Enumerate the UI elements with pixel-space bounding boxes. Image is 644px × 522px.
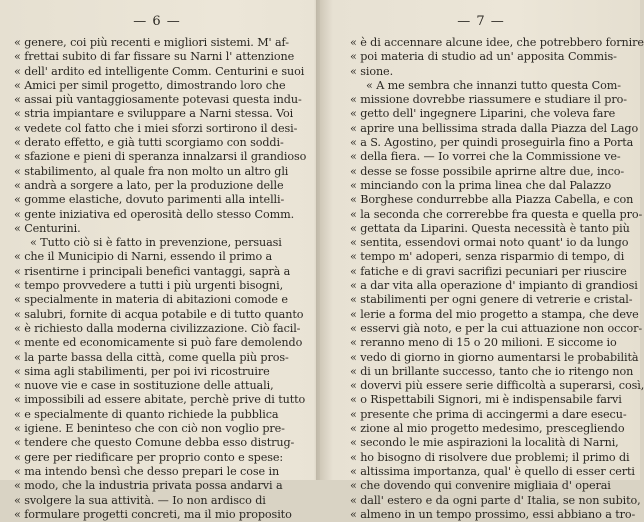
right-page — [322, 0, 644, 521]
text-line: « stabilimento, al quale fra non molto un altro gli — [14, 164, 289, 178]
text-line: « fatiche e di gravi sacrifizi pecuniari per riuscire — [350, 264, 627, 278]
text-line: « gente iniziativa ed operosità dello stesso Comm. — [14, 207, 295, 221]
text-line: « che dovendo qui convenire migliaia d' operai — [350, 479, 611, 493]
left-page-text — [14, 36, 310, 522]
text-line: « poi materia di studio ad un' apposita Commis- — [350, 50, 617, 64]
text-line: « minciando con la prima linea che dal Palazzo — [350, 178, 612, 192]
text-line: « sfazione e pieni di speranza innalzarsi il grandioso — [14, 150, 307, 164]
text-line: « esservi già noto, e per la cui attuazione non occor- — [350, 321, 643, 335]
text-line: « modo, che la industria privata possa andarvi a — [14, 479, 283, 493]
text-line: « Centurini. — [14, 221, 81, 235]
text-line: « è richiesto dalla moderna civilizzazione. Ciò facil- — [14, 321, 301, 335]
text-line: « e specialmente di quanto richiede la pubblica — [14, 407, 279, 421]
text-line: « secondo le mie aspirazioni la località di Narni, — [350, 436, 619, 450]
text-line: « stabilimenti per ogni genere di vetrerie e cristal- — [350, 293, 633, 307]
text-line: « sentita, essendovi ormai noto quant' io da lungo — [350, 236, 629, 250]
text-line: « aprire una bellissima strada dalla Piazza del Lago — [350, 121, 639, 135]
text-line: « Tutto ciò si è fatto in prevenzione, persuasi — [30, 236, 282, 250]
text-line: « getto dell' ingegnere Liparini, che voleva fare — [350, 107, 616, 121]
text-line: « altissima importanza, qual' è quello di esser certi — [350, 464, 635, 478]
text-line: « genere, coi più recenti e migliori sistemi. M' af- — [14, 36, 289, 49]
text-line: « sima agli stabilimenti, per poi ivi ricostruire — [14, 364, 270, 378]
left-page-number: — 6 — — [133, 14, 181, 29]
text-line: « gere per riedificare per proprio conto e spese: — [14, 450, 284, 464]
text-line: « formulare progetti concreti, ma il mio proposito — [14, 507, 292, 521]
text-line: « dall' estero e da ogni parte d' Italia, se non subito, — [350, 493, 641, 507]
text-line: « salubri, fornite di acqua potabile e di tutto quanto — [14, 307, 304, 321]
text-line: « vedo di giorno in giorno aumentarsi le probabilità — [350, 350, 639, 364]
text-line: « è di accennare alcune idee, che potrebbero fornire — [350, 36, 644, 49]
text-line: « tempo provvedere a tutti i più urgenti bisogni, — [14, 279, 284, 293]
text-line: « presente che prima di accingermi a dare esecu- — [350, 407, 627, 421]
text-line: « a S. Agostino, per quindi proseguirla fino a Porta — [350, 136, 634, 150]
text-line: « vedete col fatto che i miei sforzi sortirono il desi- — [14, 121, 298, 135]
text-line: « igiene. E beninteso che con ciò non voglio pre- — [14, 422, 285, 436]
right-page-text — [350, 36, 644, 522]
text-line: « andrà a sorgere a lato, per la produzione delle — [14, 178, 284, 192]
text-line: « mente ed economicamente si può fare demolendo — [14, 336, 303, 350]
text-line: « gettata da Liparini. Questa necessità è tanto più — [350, 221, 630, 235]
text-line: « tempo m' adoperi, senza risparmio di tempo, di — [350, 250, 625, 264]
text-line: « tendere che questo Comune debba esso distrug- — [14, 436, 295, 450]
text-line: « missione dovrebbe riassumere e studiare il pro- — [350, 93, 627, 107]
text-line: « dovervi più essere serie difficoltà a superarsi, così, — [350, 379, 644, 393]
left-page — [0, 0, 314, 521]
text-line: « Amici per simil progetto, dimostrando loro che — [14, 78, 286, 92]
text-line: « Borghese condurrebbe alla Piazza Cabella, e con — [350, 193, 634, 207]
text-line: « la parte bassa della città, come quella più pros- — [14, 350, 289, 364]
text-line: « risentirne i principali benefici vantaggi, saprà a — [14, 264, 291, 278]
text-line: « derato effetto, e già tutti scorgiamo con soddi- — [14, 136, 284, 150]
text-line: « della fiera. — Io vorrei che la Commissione ve- — [350, 150, 621, 164]
text-line: « assai più vantaggiosamente potevasi questa indu- — [14, 93, 302, 107]
text-line: « svolgere la sua attività. — Io non ardisco di — [14, 493, 266, 507]
text-line: « frettai subito di far fissare su Narni l' attenzione — [14, 50, 295, 64]
text-line: « la seconda che correrebbe fra questa e quella pro- — [350, 207, 643, 221]
text-line: « o Rispettabili Signori, mi è indispensabile farvi — [350, 393, 622, 407]
text-line: « ma intendo bensì che desso prepari le cose in — [14, 464, 280, 478]
book-gutter — [316, 0, 320, 480]
text-line: « lerie a forma del mio progetto a stampa, che deve — [350, 307, 639, 321]
text-line: « specialmente in materia di abitazioni comode e — [14, 293, 288, 307]
text-line: « di un brillante successo, tanto che io ritengo non — [350, 364, 634, 378]
text-line: « stria impiantare e sviluppare a Narni stessa. Voi — [14, 107, 294, 121]
text-line: « ho bisogno di risolvere due problemi; il primo di — [350, 450, 630, 464]
text-line: « gomme elastiche, dovuto parimenti alla intelli- — [14, 193, 285, 207]
right-page-number: — 7 — — [457, 14, 505, 29]
text-line: « desse se fosse possibile aprirne altre due, inco- — [350, 164, 625, 178]
text-line: « zione al mio progetto medesimo, prescegliendo — [350, 422, 625, 436]
text-line: « nuove vie e case in sostituzione delle attuali, — [14, 379, 274, 393]
text-line: « A me sembra che innanzi tutto questa Com- — [366, 78, 621, 92]
text-line: « impossibili ad essere abitate, perchè prive di tutto — [14, 393, 306, 407]
text-line: « reranno meno di 15 o 20 milioni. E siccome io — [350, 336, 617, 350]
text-line: « che il Municipio di Narni, essendo il primo a — [14, 250, 273, 264]
text-line: « almeno in un tempo prossimo, essi abbiano a tro- — [350, 507, 636, 521]
text-line: « sione. — [350, 64, 394, 78]
text-line: « dell' ardito ed intelligente Comm. Centurini e suoi — [14, 64, 305, 78]
text-line: « a dar vita alla operazione d' impianto di grandiosi — [350, 279, 638, 293]
